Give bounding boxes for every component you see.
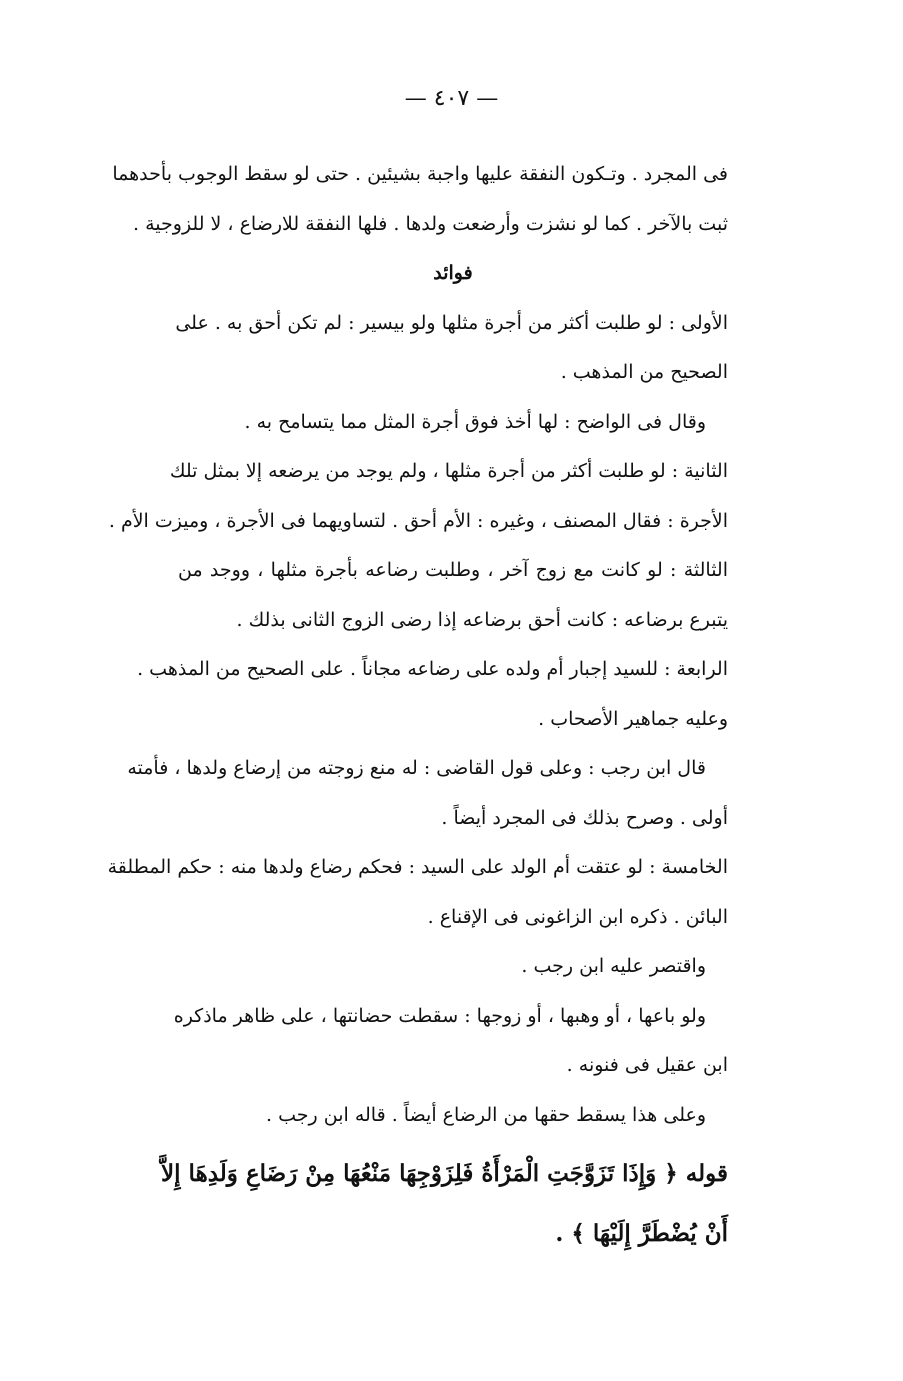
body-text <box>107 150 728 1264</box>
text-line: قال ابن رجب : وعلى قول القاضى : له منع زوجته من إرضاع ولدها ، فأمته <box>127 757 706 779</box>
text-line: ابن عقيل فى فنونه . <box>566 1054 728 1076</box>
text-line: وقال فى الواضح : لها أخذ فوق أجرة المثل مما يتسامح به . <box>244 410 706 433</box>
section-heading: فوائد <box>433 262 473 284</box>
text-line: واقتصر عليه ابن رجب . <box>521 955 706 977</box>
text-line: يتبرع برضاعه : كانت أحق برضاعه إذا رضى الزوج الثانى بذلك . <box>236 608 728 631</box>
quran-verse <box>161 1144 728 1264</box>
quran-line: أَنْ يُضْطَرَّ إِلَيْهَا ﴾ . <box>555 1220 728 1247</box>
text-line: أولى . وصرح بذلك فى المجرد أيضاً . <box>441 806 728 829</box>
text-line: ثبت بالآخر . كما لو نشزت وأرضعت ولدها . فلها النفقة للارضاع ، لا للزوجية . <box>133 212 728 235</box>
quran-line: قوله ﴿ وَإِذَا تَزَوَّجَتِ الْمَرْأَةُ فَلِزَوْجِهَا مَنْعُهَا مِنْ رَضَاعِ وَلَدِهَا إِلاَّ <box>161 1160 728 1187</box>
text-line: الأجرة : فقال المصنف ، وغيره : الأم أحق . لتساويهما فى الأجرة ، وميزت الأم . <box>108 509 728 532</box>
page-number: — ٤٠٧ — <box>404 86 499 111</box>
text-line: الثانية : لو طلبت أكثر من أجرة مثلها ، ولم يوجد من يرضعه إلا بمثل تلك <box>169 460 728 482</box>
text-line: الصحيح من المذهب . <box>560 361 728 383</box>
text-line: فى المجرد . وتـكون النفقة عليها واجبة بشيئين . حتى لو سقط الوجوب بأحدهما <box>112 163 728 185</box>
text-line: الثالثة : لو كانت مع زوج آخر ، وطلبت رضاعه بأجرة مثلها ، ووجد من <box>178 559 728 581</box>
text-line: وعليه جماهير الأصحاب . <box>538 707 728 730</box>
text-line: الخامسة : لو عتقت أم الولد على السيد : فحكم رضاع ولدها منه : حكم المطلقة <box>107 856 728 878</box>
text-line: البائن . ذكره ابن الزاغونى فى الإقناع . <box>427 905 728 928</box>
text-line: الأولى : لو طلبت أكثر من أجرة مثلها ولو بيسير : لم تكن أحق به . على <box>175 311 728 334</box>
text-line: ولو باعها ، أو وهبها ، أو زوجها : سقطت حضانتها ، على ظاهر ماذكره <box>173 1004 706 1027</box>
text-line: وعلى هذا يسقط حقها من الرضاع أيضاً . قاله ابن رجب . <box>266 1103 706 1126</box>
text-line: الرابعة : للسيد إجبار أم ولده على رضاعه مجاناً . على الصحيح من المذهب . <box>137 658 728 680</box>
